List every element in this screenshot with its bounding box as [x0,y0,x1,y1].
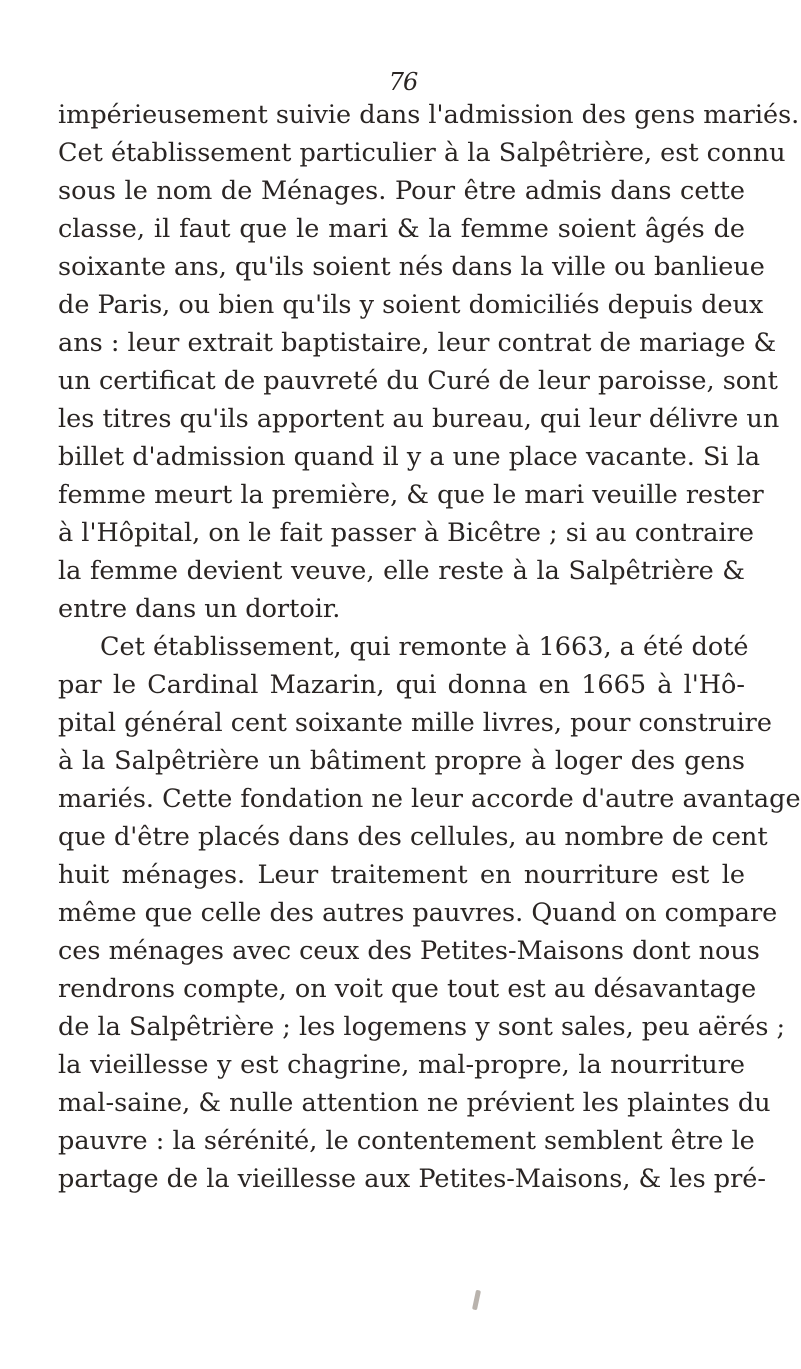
scan-mark [472,1290,481,1311]
text-line: Cet établissement, qui remonte à 1663, a été doté [100,632,749,662]
text-line: sous le nom de Ménages. Pour être admis dans cette [58,176,745,206]
text-line: impérieusement suivie dans l'admission des gens mariés. [58,100,800,130]
text-line: classe, il faut que le mari & la femme soient âgés de [58,214,745,244]
text-line: à l'Hôpital, on le fait passer à Bicêtre ; si au contraire [58,518,754,548]
text-line: billet d'admission quand il y a une place vacante. Si la [58,442,761,472]
text-line: rendrons compte, on voit que tout est au désavantage [58,974,757,1004]
text-line: femme meurt la première, & que le mari veuille rester [58,480,764,510]
text-line: un certificat de pauvreté du Curé de leur paroisse, sont [58,366,778,396]
text-line: de Paris, ou bien qu'ils y soient domiciliés depuis deux [58,290,764,320]
text-line: mal-saine, & nulle attention ne prévient les plaintes du [58,1088,771,1118]
text-line: la vieillesse y est chagrine, mal-propre, la nourriture [58,1050,745,1080]
text-line: mariés. Cette fondation ne leur accorde d'autre avantage [58,784,801,814]
text-line: entre dans un dortoir. [58,594,341,624]
text-line: la femme devient veuve, elle reste à la Salpêtrière & [58,556,745,586]
page-number: 76 [388,68,418,96]
text-line: par le Cardinal Mazarin, qui donna en 1665 à l'Hô- [58,670,745,700]
text-line: que d'être placés dans des cellules, au nombre de cent [58,822,768,852]
text-line: Cet établissement particulier à la Salpêtrière, est connu [58,138,786,168]
text-line: ans : leur extrait baptistaire, leur contrat de mariage & [58,328,777,358]
text-line: ces ménages avec ceux des Petites-Maisons dont nous [58,936,760,966]
text-line: soixante ans, qu'ils soient nés dans la ville ou banlieue [58,252,765,282]
text-line: même que celle des autres pauvres. Quand on compare [58,898,778,928]
text-line: de la Salpêtrière ; les logemens y sont sales, peu aërés ; [58,1012,786,1042]
text-line: partage de la vieillesse aux Petites-Maisons, & les pré- [58,1164,766,1194]
text-line: huit ménages. Leur traitement en nourriture est le [58,860,745,890]
text-line: pital général cent soixante mille livres, pour construire [58,708,772,738]
text-line: les titres qu'ils apportent au bureau, qui leur délivre un [58,404,780,434]
text-line: pauvre : la sérénité, le contentement semblent être le [58,1126,755,1156]
text-line: à la Salpêtrière un bâtiment propre à loger des gens [58,746,745,776]
